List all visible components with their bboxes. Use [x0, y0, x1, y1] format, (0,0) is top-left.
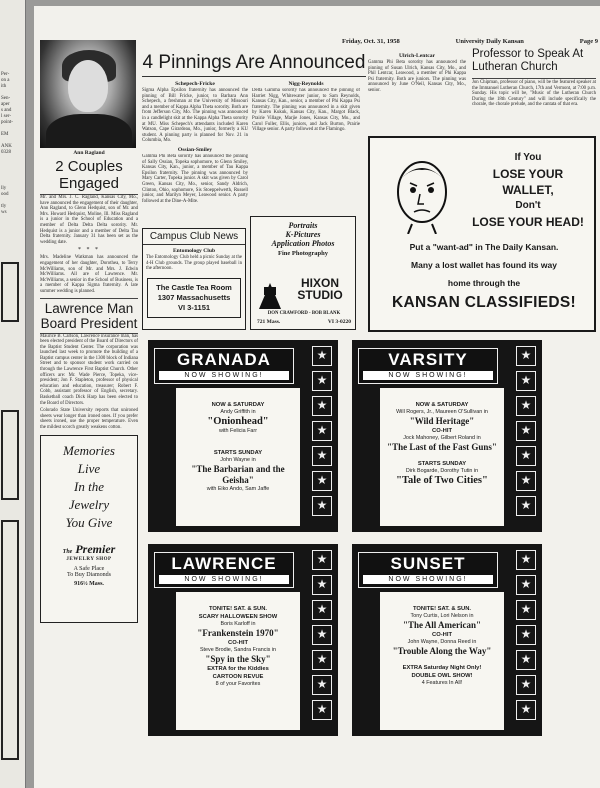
star-icon: ★ — [312, 346, 332, 366]
star-icon: ★ — [312, 575, 332, 595]
cohit-label: CO-HIT — [228, 640, 248, 646]
newspaper-page — [34, 6, 600, 788]
hixon-line: K-Pictures — [285, 230, 321, 239]
professor-headline: Professor to Speak At Lutheran Church — [472, 48, 584, 73]
scorch-paragraph: Colorado State University reports that unironed sheets wear longer than ironed ones. If you prefer sheets ironed, use the proper temperature. Even the mildest scorch greatly weakens cotton. — [40, 408, 138, 430]
previous-page-fragment: Sen- — [1, 96, 11, 101]
star-icon: ★ — [312, 421, 332, 441]
pinnings-column-c — [368, 50, 466, 94]
previous-page-fragment: ANK — [1, 144, 12, 149]
cast-line: Will Rogers, Jr., Maureen O'Sullivan in — [396, 409, 488, 415]
film-title: "The Last of the Fast Guns" — [387, 442, 497, 452]
premier-brand: Premier — [75, 541, 116, 556]
premier-jewelry-ad — [40, 435, 138, 623]
previous-page-ad-box — [1, 262, 19, 322]
cast-line: Steve Brodie, Sandra Francis in — [199, 647, 277, 653]
worried-man-illustration — [382, 152, 462, 234]
hixon-line: Fine Photography — [277, 250, 329, 257]
theater-name: LAWRENCE — [171, 554, 277, 573]
cast-line: Boris Karloff in — [220, 621, 256, 627]
cast-line: 4 Features In All! — [421, 680, 463, 686]
previous-page-fragment: on a — [1, 78, 10, 83]
kansan-classifieds: KANSAN CLASSIFIEDS! — [392, 294, 576, 311]
star-icon: ★ — [312, 396, 332, 416]
showtime-label: STARTS SUNDAY — [213, 450, 263, 456]
sunset-theater-ad — [352, 544, 542, 736]
star-icon: ★ — [312, 650, 332, 670]
pinning-paragraph: Delta Gamma sorority has announced the pinning of Harriet Nigg, Whitewater junior, to Sam Reynolds, Kansas City, Kan., senior, a member of Phi Kappa Psi fraternity. The pinning was announced in a skit given by Karen Kukuk, Kansas City, Kan., Margot Black, Prairie Village, Marjie Jones, Kansas City, Mo., and Carol Fuller, Ellis, juniors, and Jack Burton, Prairie Village senior. A party followed at the Flamingo. — [252, 88, 360, 133]
hixon-line: Portraits — [288, 221, 318, 230]
wallet-line: home through the — [447, 278, 521, 288]
previous-page-fragment: EM — [1, 132, 9, 137]
wallet-line: LOSE YOUR WALLET, — [492, 167, 564, 197]
memories-line: Jewelry — [68, 496, 110, 512]
lawrence-man-headline: Lawrence Man Board President — [40, 300, 138, 331]
lawrence-man-paragraph: Maurice B. Carlson, Lawrence insurance man, has been elected president of the Board of Directors of the Baptist Student Center. The corporation was launched last week to promote the building of a Baptist campus center in the 1300 block of Indiana Street and to sponsor student work carried on through the Lawrence First Baptist Church. Other officers are: Mr. Wade Pierce, Topeka, vice-president; Jon F. Stapleton, professor of physical education and education, treasurer; Robert F. Cobb, assistant professor of English, secretary. Basketball coach Dick Harp has been elected to the Board of Directors. — [40, 333, 138, 406]
star-icon: ★ — [516, 575, 536, 595]
film-title: "Frankenstein 1970" — [197, 628, 279, 638]
film-title: "The Barbarian and the Geisha" — [191, 464, 285, 485]
tearoom-phone: VI 3-1151 — [177, 302, 211, 312]
previous-page-fragment — [0, 228, 25, 234]
previous-page-fragment: 0328 — [1, 150, 11, 155]
previous-page-ad-box — [1, 520, 19, 760]
star-icon: ★ — [516, 396, 536, 416]
star-strip — [514, 550, 538, 725]
campus-club-news — [142, 228, 246, 330]
castle-tea-room-ad — [147, 278, 241, 318]
cast-line: with Eiko Ando, Sam Jaffe — [206, 486, 270, 492]
extra-label: EXTRA Saturday Night Only! — [402, 665, 482, 671]
star-icon: ★ — [516, 550, 536, 570]
star-icon: ★ — [516, 650, 536, 670]
memories-line: Memories — [63, 442, 115, 458]
column-one — [40, 40, 138, 623]
premier-logo — [45, 542, 133, 557]
professor-column — [472, 78, 596, 108]
campus-club-paragraph: The Entomology Club held a picnic Sunday at the 4-H Club grounds. The group played baseball in the afternoon. — [146, 255, 242, 272]
hixon-studio-ad — [250, 216, 356, 330]
hixon-name: STUDIO — [297, 288, 343, 302]
previous-page-fragment: point- — [1, 120, 13, 125]
cohit-label: CO-HIT — [432, 632, 452, 638]
hixon-address: 721 Mass. — [257, 319, 281, 325]
theater-marquee — [358, 552, 498, 588]
star-icon: ★ — [516, 600, 536, 620]
showtime-label: NOW & SATURDAY — [211, 402, 265, 408]
star-icon: ★ — [516, 421, 536, 441]
memories-line: Live — [77, 460, 101, 476]
premier-tagline: A Safe Place — [73, 565, 105, 572]
cast-line: John Wayne, Donna Reed in — [407, 639, 477, 645]
star-icon: ★ — [516, 675, 536, 695]
hixon-line: Application Photos — [271, 239, 335, 248]
wallet-line: If You — [514, 152, 542, 163]
previous-page-fragment: tly — [1, 204, 7, 209]
star-icon: ★ — [312, 550, 332, 570]
previous-page-fragment: ith — [1, 84, 7, 89]
previous-page-fragment: ws — [1, 210, 7, 215]
star-icon: ★ — [516, 446, 536, 466]
star-icon: ★ — [312, 675, 332, 695]
star-icon: ★ — [516, 346, 536, 366]
showtime-label: TONITE! SAT. & SUN. — [412, 606, 472, 612]
star-strip — [310, 550, 334, 725]
film-title: "Tale of Two Cities" — [396, 475, 488, 486]
header-date: Friday, Oct. 31, 1958 — [342, 38, 400, 45]
star-icon: ★ — [516, 625, 536, 645]
extra-label: EXTRA for the Kiddies — [207, 666, 269, 672]
previous-page-fragment: l ser- — [1, 114, 12, 119]
premier-shop: JEWELRY SHOP — [66, 556, 112, 562]
star-strip — [514, 346, 538, 521]
showtime-label: STARTS SUNDAY — [417, 461, 467, 467]
premier-the: The — [62, 548, 73, 555]
portrait-photo — [40, 40, 136, 148]
star-icon: ★ — [312, 446, 332, 466]
premier-tagline: To Buy Diamonds — [67, 571, 111, 578]
professor-paragraph: Jon Chipman, professor of piano, will be the featured speaker at the Immanuel Lutheran Church, 17th and Vermont, at 7:00 p.m. Sunday. His topic will be, "Music of the Lutheran Church During the 18th Century" and will include specifically the chorale, the chorale prelude, and the cantata of that era. — [472, 80, 596, 108]
previous-page-fragment: ood — [1, 192, 9, 197]
star-icon: ★ — [312, 371, 332, 391]
film-title: "Wild Heritage" — [409, 416, 475, 426]
theater-listing — [380, 592, 504, 730]
pinning-subhead: Ulrich-Lentcar — [398, 53, 436, 59]
hixon-phone: VI 3-0220 — [327, 319, 351, 325]
pinning-paragraph: Gamma Phi Beta sorority has announced the pinning of Susan Ulrich, Kansas City, Mo., and Phil Lentcar, Leawood, a member of Phi Kappa Psi fraternity. Both are juniors. The pinning was announced by June O'Neil, Kansas City, Mo., senior. — [368, 60, 466, 93]
previous-page-fragment: s and — [1, 108, 12, 113]
memories-line: You Give — [65, 514, 113, 530]
pinnings-column-a — [142, 78, 248, 226]
previous-page-fragment: Per- — [1, 72, 10, 77]
cast-line: John Wayne in — [220, 457, 256, 463]
star-icon: ★ — [312, 600, 332, 620]
wallet-line: LOSE YOUR HEAD! — [472, 215, 584, 229]
photo-caption: Ann Ragland — [73, 150, 105, 156]
showtime-label: NOW & SATURDAY — [415, 402, 469, 408]
theater-marquee — [154, 552, 294, 588]
theater-name: VARSITY — [388, 350, 468, 369]
tearoom-name: The Castle Tea Room — [156, 282, 232, 292]
theater-name: GRANADA — [177, 350, 271, 369]
pinning-subhead: Ossian-Smiley — [177, 146, 213, 153]
cohit-label: CO-HIT — [432, 428, 452, 434]
hixon-name: HIXON — [300, 276, 339, 290]
previous-page-fragment: aper — [1, 102, 10, 107]
theater-listing — [380, 388, 504, 526]
two-couples-paragraph: Mr. and Mrs. J. C. Ragland, Kansas City, Mo., have announced the engagement of their daughter, Ann Ragland, to Glenn Hedquist, son of Mr. and Mrs. Howard Hedquist, Moline, Ill. Miss Ragland is a junior in the School of Education and a member of Delta Delta Delta sorority. Mr. Hedquist is a junior and a member of Delta Tau Delta fraternity. January 31 has been set as the wedding date. — [40, 195, 138, 245]
star-icon: ★ — [516, 371, 536, 391]
pinning-paragraph: Sigma Alpha Epsilon fraternity has announced the pinning of Bill Fricke, junior, to Barbara Ann Schepech, a freshman at the University of Missouri and a member of Kappa Alpha Theta sorority. Both are from Jefferson City, Mo. The pinning was announced in a candlelight skit at the Kappa Alpha Theta sorority at MU. Miss Schepech's attendants included Karen Watson, Cape Girardeau, Mo., junior, formerly a KU student. A pinning party is planned for Nov. 21 in Columbia, Mo. — [142, 88, 248, 144]
wallet-line: Put a "want-ad" in The Daily Kansan. — [409, 242, 559, 252]
cast-line: 8 of your Favorites — [215, 681, 261, 687]
header-paper: University Daily Kansan — [455, 38, 524, 45]
tearoom-address: 1307 Massachusetts — [157, 292, 231, 302]
star-icon: ★ — [312, 625, 332, 645]
cast-line: Andy Griffith in — [220, 409, 256, 415]
premier-address: 916½ Mass. — [74, 580, 104, 587]
lawrence-theater-ad — [148, 544, 338, 736]
cast-line: Tony Curtis, Lori Nelson in — [410, 613, 474, 619]
star-icon: ★ — [312, 496, 332, 516]
pinnings-headline: 4 Pinnings Are Announced — [142, 52, 366, 77]
special-label: SCARY HALLOWEEN SHOW — [198, 614, 278, 620]
pinning-subhead: Schepech-Fricke — [175, 81, 215, 87]
film-title: "Onionhead" — [207, 416, 269, 427]
theater-listing — [176, 388, 300, 526]
star-icon: ★ — [516, 496, 536, 516]
two-couples-headline: 2 Couples Engaged — [55, 158, 123, 192]
pinnings-column-b — [252, 78, 360, 212]
cast-line: Jock Mahoney, Gilbert Roland in — [403, 435, 481, 441]
now-showing: NOW SHOWING! — [159, 371, 289, 380]
theater-listing — [176, 592, 300, 730]
page-header — [342, 38, 598, 45]
film-title: "Trouble Along the Way" — [392, 646, 492, 656]
cast-line: Dirk Bogarde, Dorothy Tutin in — [405, 468, 479, 474]
pinning-subhead: Nigg-Reynolds — [288, 81, 324, 87]
previous-page-ad-box — [1, 410, 19, 500]
now-showing: NOW SHOWING! — [363, 371, 493, 380]
wallet-line: Many a lost wallet has found its way — [411, 260, 557, 270]
cast-line: with Felicia Farr — [218, 428, 258, 434]
showtime-label: TONITE! SAT. & SUN. — [208, 606, 268, 612]
two-couples-paragraph: Mrs. Madeline Watkman has announced the engagement of her daughter, Dorothea, to Terry McWilliams, son of Mr. and Mrs. J. Edwin McWilliams. All are of Lawrence. Mr. McWilliams, a senior in the School of Business, is a member of Kappa Sigma fraternity. A late summer wedding is planned. — [40, 255, 138, 294]
section-stars: * * * — [78, 247, 100, 254]
star-strip — [310, 346, 334, 521]
pinning-paragraph: Gamma Phi Beta sorority has announced the pinning of Sally Ossian, Topeka sophomore, to Glenn Smiley, Kansas City, Kan., junior, a member of Tau Kappa Epsilon fraternity. The pinning was announced by Mary Carter, Topeka junior. A skit was given by Carol Green, Kansas City, Mo., senior, Sandy Aldrich, Clinton, Ohio, sophomore, Sis Stoeppelwerth, Russell junior, and Marilyn Meyer, Leawood senior. A party followed at the Dine-A-Mite. — [142, 153, 248, 204]
cartoon-label: CARTOON REVUE — [212, 674, 264, 680]
campus-club-title: Campus Club News — [143, 229, 245, 245]
previous-page-fragment: lly — [1, 186, 7, 191]
lost-wallet-ad — [368, 136, 596, 332]
now-showing: NOW SHOWING! — [159, 575, 289, 584]
theater-marquee — [154, 348, 294, 384]
previous-page-edge — [0, 0, 26, 788]
header-page-number: Page 9 — [579, 38, 598, 45]
film-title: "Spy in the Sky" — [205, 654, 271, 664]
star-icon: ★ — [516, 471, 536, 491]
memories-line: In the — [74, 478, 104, 494]
star-icon: ★ — [312, 700, 332, 720]
film-title: "The All American" — [403, 620, 481, 630]
now-showing: NOW SHOWING! — [363, 575, 493, 584]
theater-marquee — [358, 348, 498, 384]
star-icon: ★ — [312, 471, 332, 491]
wallet-line: Don't — [515, 200, 541, 211]
varsity-theater-ad — [352, 340, 542, 532]
double-owl-label: DOUBLE OWL SHOW! — [411, 673, 473, 679]
camera-icon — [257, 281, 283, 309]
star-icon: ★ — [516, 700, 536, 720]
campus-club-subhead: Entomology Club — [172, 248, 216, 254]
granada-theater-ad — [148, 340, 338, 532]
hixon-owners: DON CRAWFORD - BOB BLANK — [267, 311, 341, 316]
theater-name: SUNSET — [390, 554, 466, 573]
